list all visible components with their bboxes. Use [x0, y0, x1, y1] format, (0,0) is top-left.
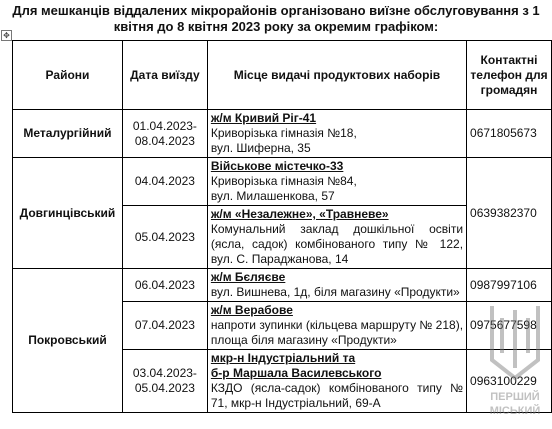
watermark-line-1: ПЕРШИЙ: [490, 391, 540, 403]
place-line: вул. Милашенкова, 57: [210, 189, 335, 203]
page-heading: [12, 3, 540, 35]
table-row: [13, 110, 552, 158]
table-move-handle-icon[interactable]: ✥: [1, 30, 12, 41]
district-cell: Довгинцівський: [13, 158, 123, 269]
place-cell: [207, 269, 466, 302]
table-row: [13, 269, 552, 302]
table-row: [13, 158, 552, 206]
phone-cell: 0987997106: [467, 269, 552, 302]
place-line: вул. Шиферна, 35: [210, 141, 311, 155]
place-cell: [207, 350, 466, 413]
place-title: Військове містечко-33: [210, 159, 344, 173]
header-phone: Контактні телефон для громадян: [467, 41, 552, 110]
place-title: ж/м «Незалежне», «Травневе»: [210, 207, 389, 221]
header-district: Райони: [13, 41, 123, 110]
place-text: Комунальний заклад дошкільної освіти (ясла, садок) комбінованого типу № 122, вул. С. Параджанова, 14: [210, 222, 464, 266]
phone-cell: 0671805673: [467, 110, 552, 158]
watermark-line-2: МІСЬКИЙ: [489, 405, 541, 417]
phone-cell: 0975677598: [467, 302, 552, 350]
place-text: напроти зупинки (кільцева маршруту № 218), площа біля магазину «Продукти»: [210, 318, 464, 347]
date-cell: 03.04.2023-05.04.2023: [122, 350, 207, 413]
place-title: ж/м Верабове: [210, 303, 293, 317]
phone-cell: 0963100229: [467, 350, 552, 413]
date-cell: 07.04.2023: [122, 302, 207, 350]
site-logo-watermark: [486, 298, 544, 420]
date-cell: 04.04.2023: [122, 158, 207, 206]
place-cell: [207, 302, 466, 350]
place-cell: [207, 206, 466, 269]
place-line: Криворізька гімназія №18,: [210, 126, 357, 140]
heading-line-2: квітня до 8 квітня 2023 року за окремим графіком:: [113, 19, 439, 34]
date-cell: 05.04.2023: [122, 206, 207, 269]
district-cell: Металургійний: [13, 110, 123, 158]
heading-line-1: Для мешканців віддалених мікрорайонів організовано виїзне обслуговування з 1: [12, 3, 540, 18]
phone-cell: 0639382370: [467, 158, 552, 269]
place-text: КЗДО (ясла-садок) комбінованого типу № 71, мкр-н Індустріальний, 69-А: [210, 381, 464, 410]
schedule-table: [12, 40, 552, 413]
place-title: мкр-н Індустріальний та: [210, 351, 356, 365]
trident-emblem-icon: [492, 306, 538, 378]
header-date: Дата виїзду: [122, 41, 207, 110]
place-text: вул. Вишнева, 1д, біля магазину «Продукти»: [210, 285, 460, 299]
place-cell: [207, 110, 466, 158]
place-title: б-р Маршала Василевського: [210, 366, 382, 380]
date-cell: 01.04.2023-08.04.2023: [122, 110, 207, 158]
place-cell: [207, 158, 466, 206]
header-place: Місце видачі продуктових наборів: [207, 41, 466, 110]
place-title: ж/м Бєляєве: [210, 270, 286, 284]
date-cell: 06.04.2023: [122, 269, 207, 302]
table-header-row: [13, 41, 552, 110]
district-cell: Покровський: [13, 269, 123, 413]
place-line: Криворізька гімназія №84,: [210, 174, 357, 188]
place-title: ж/м Кривий Ріг-41: [210, 111, 317, 125]
